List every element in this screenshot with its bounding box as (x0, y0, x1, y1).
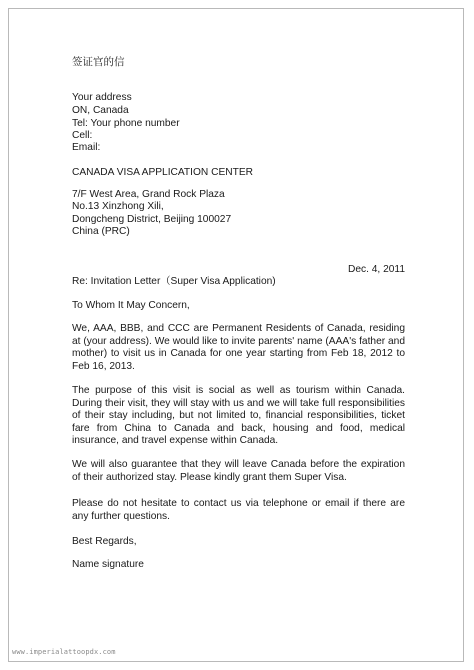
sender-tel: Tel: Your phone number (72, 118, 180, 129)
letter-subject: Re: Invitation Letter（Super Visa Application) (72, 276, 276, 287)
letter-signature: Name signature (72, 559, 144, 570)
sender-email: Email: (72, 142, 101, 153)
paragraph-2: The purpose of this visit is social as well as tourism within Canada. During their visit, they will stay with us and we will take full responsibilities of their stay including, but not limited to, financial responsibilities, ticket fare from China to Canada and back, housing and food, medical insurance, and travel expense within Canada. (72, 385, 405, 447)
recipient-line-2: No.13 Xinzhong Xili, (72, 201, 164, 212)
letter-salutation: To Whom It May Concern, (72, 300, 190, 311)
watermark-url: www.imperialattoopdx.com (12, 648, 116, 656)
recipient-line-3: Dongcheng District, Beijing 100027 (72, 214, 232, 225)
letter-heading: 签证官的信 (72, 56, 125, 68)
paragraph-4: Please do not hesitate to contact us via telephone or email if there are any further questions. (72, 498, 405, 522)
recipient-line-1: 7/F West Area, Grand Rock Plaza (72, 189, 225, 200)
recipient-name: CANADA VISA APPLICATION CENTER (72, 167, 253, 178)
sender-cell: Cell: (72, 130, 93, 141)
sender-region: ON, Canada (72, 105, 129, 116)
recipient-line-4: China (PRC) (72, 226, 130, 237)
letter-date: Dec. 4, 2011 (347, 264, 405, 275)
paragraph-3: We will also guarantee that they will leave Canada before the expiration of their authorized stay. Please kindly grant them Super Visa. (72, 459, 405, 483)
sender-address: Your address (72, 92, 132, 103)
paragraph-1: We, AAA, BBB, and CCC are Permanent Residents of Canada, residing at (your address). We would like to invite parents' name (AAA's father and mother) to visit us in Canada for one year starting from Feb 18, 2012 to Feb 16, 2013. (72, 323, 405, 372)
letter-closing: Best Regards, (72, 536, 137, 547)
